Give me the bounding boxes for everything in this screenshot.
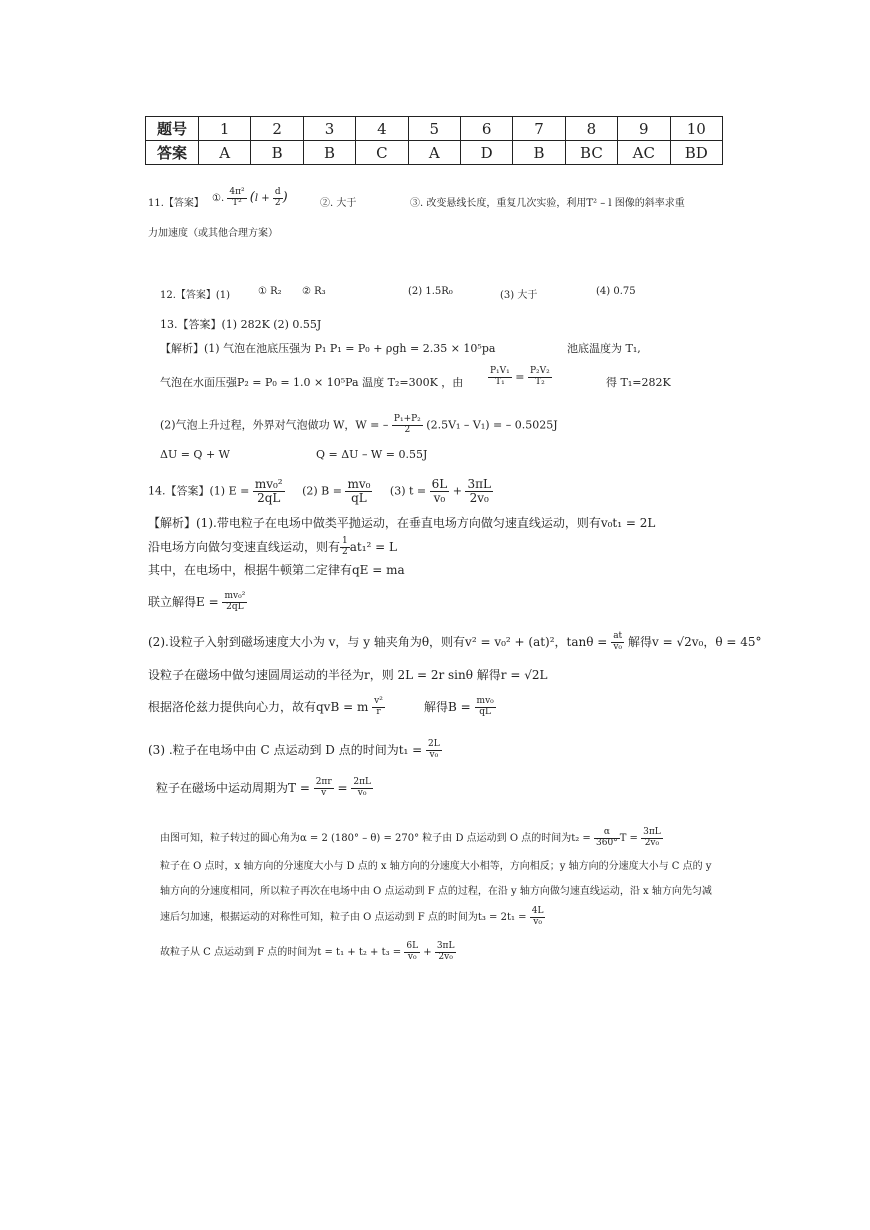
q11-label: 11.【答案】 (148, 198, 204, 209)
q14-s8-text: (3) .粒子在电场中由 C 点运动到 D 点的时间为t₁ = (148, 742, 423, 757)
q13-line3-tail: (2.5V₁ – V₁) = – 0.5025J (426, 418, 558, 432)
fraction: $\frac{at}{\text{v₀}}$ (613, 631, 623, 652)
table-cell: C (356, 141, 408, 165)
fraction: $\frac{2\pi r}{v}$ (315, 777, 332, 798)
q14-s1: 【解析】(1).带电粒子在电场中做类平抛运动，在垂直电场方向做匀速直线运动，则有v₀t₁ = 2L (148, 516, 656, 530)
q14-s9: 粒子在磁场中运动周期为T = $\frac{2\pi r}{v}$ = $\frac{2\pi L}{\text{v₀}}$ (156, 777, 371, 798)
q14-s5 (148, 632, 762, 653)
fraction: $\frac{d}{2}$ (274, 187, 281, 208)
q14-s7b (424, 697, 496, 718)
fraction: $\frac{\text{v²}}{r}$ (374, 696, 383, 717)
q14-s14: 故粒子从 C 点运动到 F 点的时间为t = t₁ + t₂ + t₃ = $\frac{6L}{\text{v₀}}$ + $\frac{3\pi L}{\text{2v₀}}$ (160, 941, 455, 962)
table-cell: AC (618, 141, 670, 165)
q11-p3: ③. 改变悬线长度，重复几次实验，利用T² – l 图像的斜率求重 (410, 198, 685, 209)
table-cell: A (408, 141, 460, 165)
q11-formula: ①. $\frac{\text{4π²}}{\text{T²}}$ (l + $\frac{d}{2}$ ) (212, 187, 288, 208)
table-cell: A (199, 141, 251, 165)
table-cell: 题号 (146, 117, 199, 141)
q14-s6: 设粒子在磁场中做匀速圆周运动的半径为r，则 2L = 2r sinθ 解得r = √2L (148, 668, 548, 682)
fraction: $\frac{\text{mv₀}}{qL}$ (476, 696, 494, 717)
table-cell: 1 (199, 117, 251, 141)
fraction: $\frac{\text{4π²}}{\text{T²}}$ (229, 187, 245, 208)
q13-line1a: 【解析】(1) 气泡在池底压强为 P₁ P₁ = P₀ + ρgh = 2.35 × 10⁵pa (160, 342, 496, 355)
q13-line4b: Q = ΔU – W = 0.55J (316, 448, 428, 461)
table-row (146, 141, 723, 165)
q14-s3: 其中，在电场中，根据牛顿第二定律有qE = ma (148, 563, 405, 577)
q14-answer-label: 14.【答案】(1) E = (148, 484, 250, 498)
q14-s7b-text: 解得B = (424, 699, 471, 714)
q13-line3-text: (2)气泡上升过程，外界对气泡做功 W，W = – (160, 418, 389, 432)
q12-e: (4) 0.75 (596, 286, 636, 297)
fraction: $\frac{\text{P₁+P₂}}{2}$ (393, 414, 421, 435)
table-cell: D (460, 141, 512, 165)
q12-label: 12.【答案】(1) (160, 290, 231, 301)
q13-line1b: 池底温度为 T₁, (567, 342, 641, 355)
q14-s10-text: 由图可知，粒子转过的圆心角为α = 2 (180° – θ) = 270° 粒子由 D 点运动到 O 点的时间为t₂ = (160, 832, 591, 844)
q13-line2a: 气泡在水面压强P₂ = P₀ = 1.0 × 10⁵Pa 温度 T₂=300K ，由 (160, 376, 464, 389)
table-cell: B (303, 141, 355, 165)
q12-d: (3) 大于 (500, 290, 538, 301)
q14-s5-tail: 解得v = √2v₀，θ = 45° (628, 634, 762, 649)
fraction: $\frac{2L}{\text{v₀}}$ (428, 739, 440, 760)
q13-line4a: ΔU = Q + W (160, 448, 230, 461)
q14-s10: 由图可知，粒子转过的圆心角为α = 2 (180° – θ) = 270° 粒子由 D 点运动到 O 点的时间为t₂ = $\frac{\alpha}{360^\circ}$ T = $\frac{3\pi L}{\text{2v₀}}$ (160, 827, 661, 848)
table-cell: BD (670, 141, 722, 165)
q14-s9-text: 粒子在磁场中运动周期为T = (156, 780, 310, 795)
q13-line2b: 得 T₁=282K (606, 376, 671, 389)
q14-s4-text: 联立解得E = (148, 594, 219, 609)
q14-s13 (160, 907, 545, 928)
q12-b: ② R₃ (302, 286, 326, 297)
q14-answer3: (3) t = (389, 484, 427, 498)
q13-answer: 13.【答案】(1) 282K (2) 0.55J (160, 318, 322, 331)
q14-s14-text: 故粒子从 C 点运动到 F 点的时间为t = t₁ + t₂ + t₃ = (160, 946, 402, 958)
table-cell: 4 (356, 117, 408, 141)
table-cell: 答案 (146, 141, 199, 165)
q14-answer2: (2) B = (302, 484, 342, 498)
fraction: $\frac{3\pi L}{\text{2v₀}}$ (643, 827, 661, 848)
fraction: $\frac{3\pi L}{\text{2v₀}}$ (467, 477, 491, 506)
fraction: $\frac{\alpha}{360^\circ}$ (596, 827, 618, 848)
q14-s11: 粒子在 O 点时，x 轴方向的分速度大小与 D 点的 x 轴方向的分速度大小相等，方向相反；y 轴方向的分速度大小与 C 点的 y (160, 861, 712, 872)
q13-ratio: $\frac{\text{P₁V₁}}{\text{T₁}}$ = $\frac{\text{P₂V₂}}{\text{T₂}}$ (490, 366, 550, 387)
fraction: $\frac{\text{P₂V₂}}{\text{T₂}}$ (530, 366, 550, 387)
fraction: $\frac{\text{P₁V₁}}{\text{T₁}}$ (490, 366, 510, 387)
q11-p1: ①. (212, 192, 225, 204)
fraction: $\frac{4L}{\text{v₀}}$ (531, 906, 544, 927)
q14-s8 (148, 740, 442, 761)
q14-s4 (148, 592, 247, 613)
q12-a: ① R₂ (258, 286, 282, 297)
fraction: $\frac{\text{mv₀}}{qL}$ (347, 477, 371, 506)
answer-table (145, 116, 723, 165)
q14-s7 (148, 697, 385, 718)
table-cell: BC (565, 141, 617, 165)
q14-s2-tail: at₁² = L (349, 539, 397, 554)
q14-s5-text: (2).设粒子入射到磁场速度大小为 v，与 y 轴夹角为θ，则有v² = v₀² + (at)²，tanθ = (148, 634, 608, 649)
fraction: $\frac{6L}{\text{v₀}}$ (431, 477, 448, 506)
table-cell: B (251, 141, 303, 165)
fraction: $\frac{1}{2}$ (342, 536, 348, 557)
q14-s13-text: 速后匀加速，根据运动的对称性可知，粒子由 O 点运动到 F 点的时间为t₃ = 2t₁ = (160, 911, 527, 923)
table-cell: 5 (408, 117, 460, 141)
q11-p4: 力加速度（或其他合理方案） (148, 228, 278, 239)
fraction: $\frac{\text{mv₀²}}{2qL}$ (224, 591, 246, 612)
table-row (146, 117, 723, 141)
q12-c: (2) 1.5R₀ (408, 286, 453, 297)
table-cell: 7 (513, 117, 565, 141)
q14-s2-text: 沿电场方向做匀变速直线运动，则有 (148, 539, 341, 554)
table-cell: 6 (460, 117, 512, 141)
table-cell: 3 (303, 117, 355, 141)
table-cell: B (513, 141, 565, 165)
fraction: $\frac{\text{mv₀²}}{2qL}$ (254, 477, 283, 506)
q14-s7-text: 根据洛伦兹力提供向心力，故有qvB = m (148, 699, 369, 714)
fraction: $\frac{6L}{\text{v₀}}$ (406, 941, 419, 962)
fraction: $\frac{2\pi L}{\text{v₀}}$ (353, 777, 371, 798)
q14-s12: 轴方向的分速度相同，所以粒子再次在电场中由 O 点运动到 F 点的过程，在沿 y 轴方向做匀速直线运动，沿 x 轴方向先匀减 (160, 886, 712, 897)
table-cell: 10 (670, 117, 722, 141)
table-cell: 9 (618, 117, 670, 141)
q11-p2: ②. 大于 (320, 198, 357, 209)
q13-line3 (160, 415, 558, 436)
table-cell: 8 (565, 117, 617, 141)
table-cell: 2 (251, 117, 303, 141)
q14-answer: 14.【答案】(1) E = $\frac{\text{mv₀²}}{2qL}$ (2) B = $\frac{\text{mv₀}}{qL}$ (3) t = $\frac{6L}{\text{v₀}}$ + $\frac{3\pi L}{\text{2v₀}}$ (148, 477, 491, 506)
fraction: $\frac{3\pi L}{\text{2v₀}}$ (436, 941, 455, 962)
q14-s2 (148, 537, 397, 558)
